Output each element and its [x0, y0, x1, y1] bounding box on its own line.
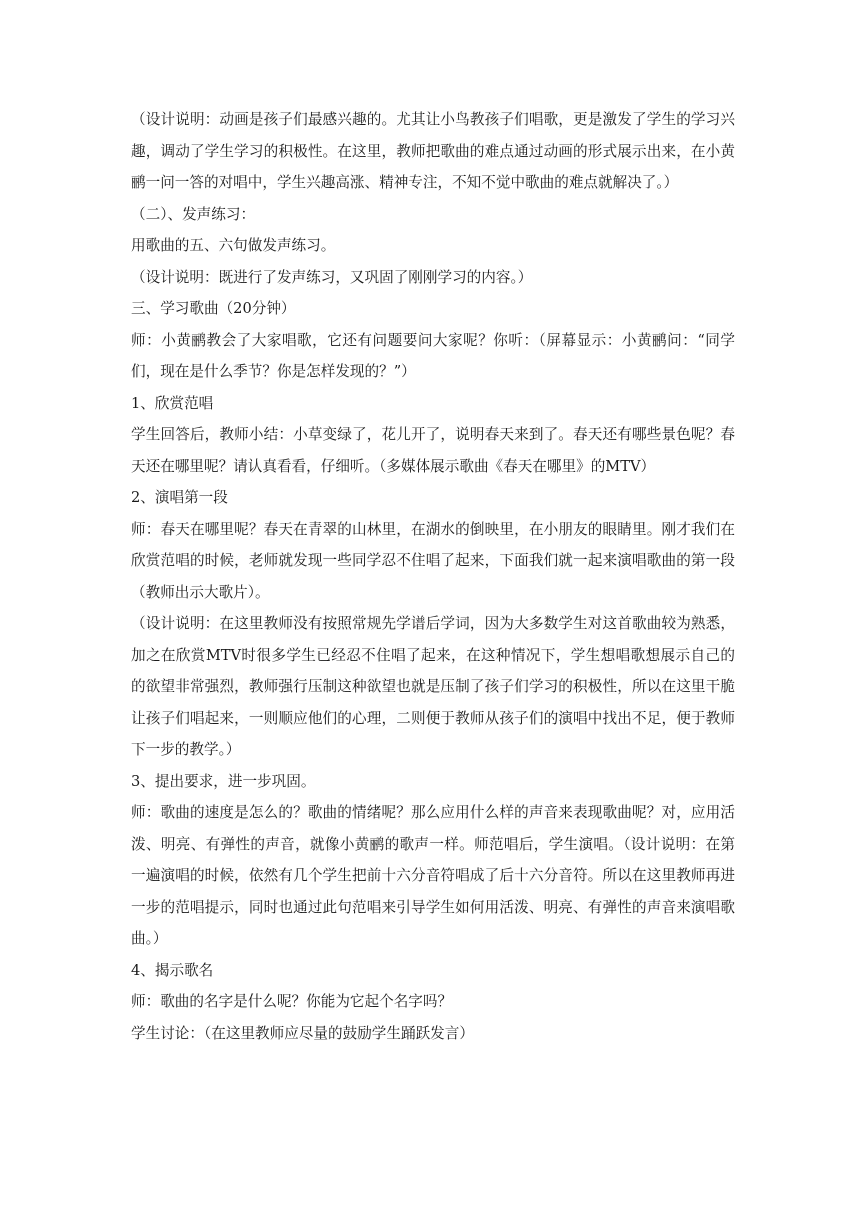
- step-3-heading: 3、提出要求，进一步巩固。: [131, 772, 316, 790]
- step-1-heading: 1、欣赏范唱: [131, 394, 214, 412]
- teacher-question-paragraph: 师：小黄鹂教会了大家唱歌，它还有问题要问大家呢？你听：（屏幕显示：小黄鹂问：“同学们，现在是什么季节？你是怎样发现的？”）: [131, 331, 735, 380]
- document-body: [131, 104, 735, 1049]
- design-note-singing: （设计说明：在这里教师没有按照常规先学谱后学词，因为大多数学生对这首歌曲较为熟悉，加之在欣赏MTV时很多学生已经忍不住唱了起来，在这种情况下，学生想唱歌想展示自己的的欲望非常强烈，教师强行压制这种欲望也就是压制了孩子们学习的积极性，所以在这里干脆让孩子们唱起来，一则顺应他们的心理，二则便于教师从孩子们的演唱中找出不足，便于教师下一步的教学。）: [131, 615, 735, 758]
- step-1-text: 学生回答后，教师小结：小草变绿了，花儿开了，说明春天来到了。春天还有哪些景色呢？春天还在哪里呢？请认真看看，仔细听。（多媒体展示歌曲《春天在哪里》的MTV）: [131, 426, 735, 475]
- section-learn-song-heading: 三、学习歌曲（20分钟）: [131, 300, 296, 317]
- section-vocal-practice-heading: （二）、发声练习：: [131, 205, 256, 223]
- design-note-animation: （设计说明：动画是孩子们最感兴趣的。尤其让小鸟教孩子们唱歌，更是激发了学生的学习兴趣，调动了学生学习的积极性。在这里，教师把歌曲的难点通过动画的形式展示出来，在小黄鹂一问一答的对唱中，学生兴趣高涨、精神专注，不知不觉中歌曲的难点就解决了。）: [131, 111, 735, 191]
- step-2-heading: 2、演唱第一段: [131, 489, 228, 506]
- student-discussion-text: 学生讨论：（在这里教师应尽量的鼓励学生踊跃发言）: [131, 1024, 474, 1042]
- design-note-vocal-practice: （设计说明：既进行了发声练习，又巩固了刚刚学习的内容。）: [131, 268, 533, 286]
- step-4-heading: 4、揭示歌名: [131, 961, 214, 979]
- step-4-text: 师：歌曲的名字是什么呢？你能为它起个名字吗？: [131, 993, 453, 1010]
- step-3-text: 师：歌曲的速度是怎么的？歌曲的情绪呢？那么应用什么样的声音来表现歌曲呢？对，应用活泼、明亮、有弹性的声音，就像小黄鹂的歌声一样。师范唱后，学生演唱。（设计说明：在第一遍演唱的时候，依然有几个学生把前十六分音符唱成了后十六分音符。所以在这里教师再进一步的范唱提示，同时也通过此句范唱来引导学生如何用活泼、明亮、有弹性的声音来演唱歌曲。）: [131, 804, 735, 947]
- step-2-text: 师：春天在哪里呢？春天在青翠的山林里，在湖水的倒映里，在小朋友的眼睛里。刚才我们在欣赏范唱的时候，老师就发现一些同学忍不住唱了起来，下面我们就一起来演唱歌曲的第一段（教师出示大歌片）。: [131, 520, 735, 601]
- vocal-practice-text: 用歌曲的五、六句做发声练习。: [131, 237, 336, 254]
